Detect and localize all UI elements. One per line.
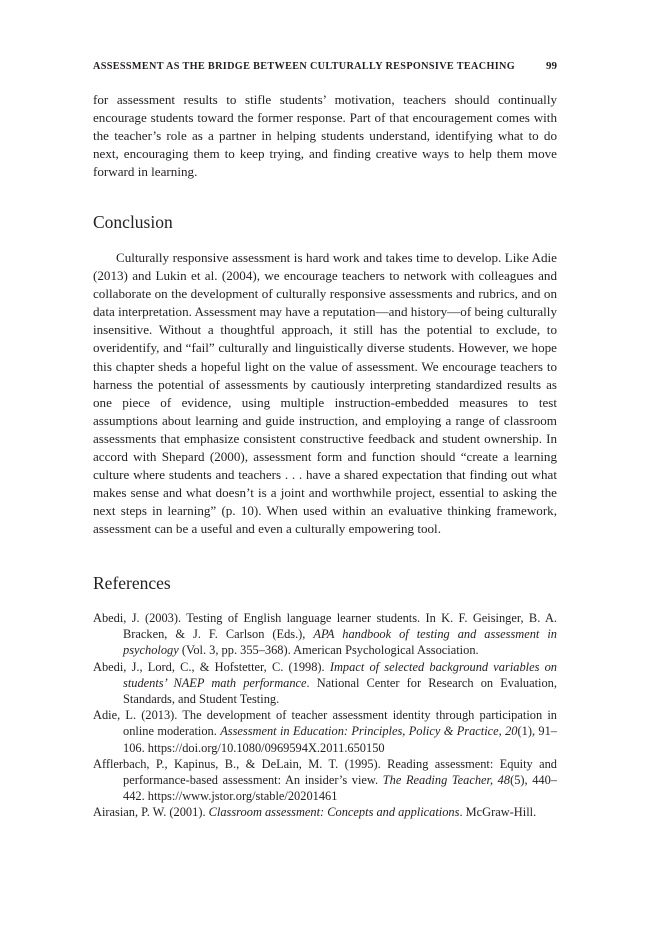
reference-text: (1), 91–106. https://doi.org/10.1080/0969594X.2011.650150 (123, 724, 557, 755)
reference-text: Abedi, J. (2003). Testing of English language learner students. In K. F. Geisinger, B. A. Bracken, & J. F. Carlson (Eds.), (93, 611, 557, 642)
references-heading: References (93, 573, 171, 593)
intro-paragraph: for assessment results to stifle students’ motivation, teachers should continually encourage students toward the former response. Part of that encouragement comes with the teacher’s role as a partner in helping students understand, identifying what to do next, encouraging them to keep trying, and finding creative ways to help them move forward in learning. (93, 92, 557, 180)
reference-title: Assessment in Education: Principles, Policy & Practice, 20 (220, 724, 518, 739)
reference-entry (93, 707, 557, 756)
reference-title: Classroom assessment: Concepts and applications (208, 805, 460, 820)
reference-text: (5), 440–442. https://www.jstor.org/stable/20201461 (123, 773, 557, 804)
conclusion-paragraph: Culturally responsive assessment is hard work and takes time to develop. Like Adie (2013) and Lukin et al. (2004), we encourage teachers to network with colleagues and collaborate on the development of culturally responsive assessments and rubrics, and on data interpretation. Assessment may have a reputation—and history—of being culturally insensitive. Without a thoughtful approach, it still has the potential to exclude, to overidentify, and “fail” culturally and linguistically diverse students. However, we hope this chapter sheds a hopeful light on the value of assessment. We encourage teachers to harness the potential of assessments by cautiously interpreting standardized results as one piece of evidence, using multiple instruction-embedded measures to test assumptions about learning and guide instruction, and employing a range of classroom assessments that emphasize consistent constructive feedback and student ownership. In accord with Shepard (2000), assessment form and function should “create a learning culture where students and teachers . . . have a shared expectation that finding out what makes sense and what doesn’t is a joint and worthwhile project, essential to asking the next steps in learning” (p. 10). When used within an evaluative thinking framework, assessment can be a useful and even a culturally empowering tool. (93, 250, 557, 537)
reference-text: . McGraw-Hill. (459, 805, 537, 820)
conclusion-text-block (93, 249, 557, 539)
reference-title: Impact of selected background variables on students’ NAEP math performance (123, 659, 557, 690)
reference-entry (93, 659, 557, 708)
reference-entry (93, 756, 557, 805)
reference-entry (93, 610, 557, 659)
conclusion-heading: Conclusion (93, 212, 173, 232)
reference-text: Adie, L. (2013). The development of teacher assessment identity through participation in online moderation. (93, 708, 557, 739)
running-title: ASSESSMENT AS THE BRIDGE BETWEEN CULTURALLY RESPONSIVE TEACHING (93, 61, 516, 72)
intro-text-block (93, 91, 557, 181)
page-number: 99 (546, 60, 557, 72)
reference-text: (Vol. 3, pp. 355–368). American Psychological Association. (178, 643, 479, 658)
reference-text: Abedi, J., Lord, C., & Hofstetter, C. (1998). (93, 659, 330, 674)
reference-text: Airasian, P. W. (2001). (93, 805, 209, 820)
reference-text: Afflerbach, P., Kapinus, B., & DeLain, M. T. (1995). Reading assessment: Equity and performance-based assessment: An insider’s view. (93, 756, 557, 788)
reference-entry (93, 804, 557, 820)
running-header (93, 60, 557, 72)
reference-text: . National Center for Research on Evaluation, Standards, and Student Testing. (123, 675, 557, 707)
references-list (93, 610, 557, 821)
reference-title: APA handbook of testing and assessment in psychology (123, 627, 557, 658)
reference-title: The Reading Teacher, 48 (382, 773, 511, 788)
